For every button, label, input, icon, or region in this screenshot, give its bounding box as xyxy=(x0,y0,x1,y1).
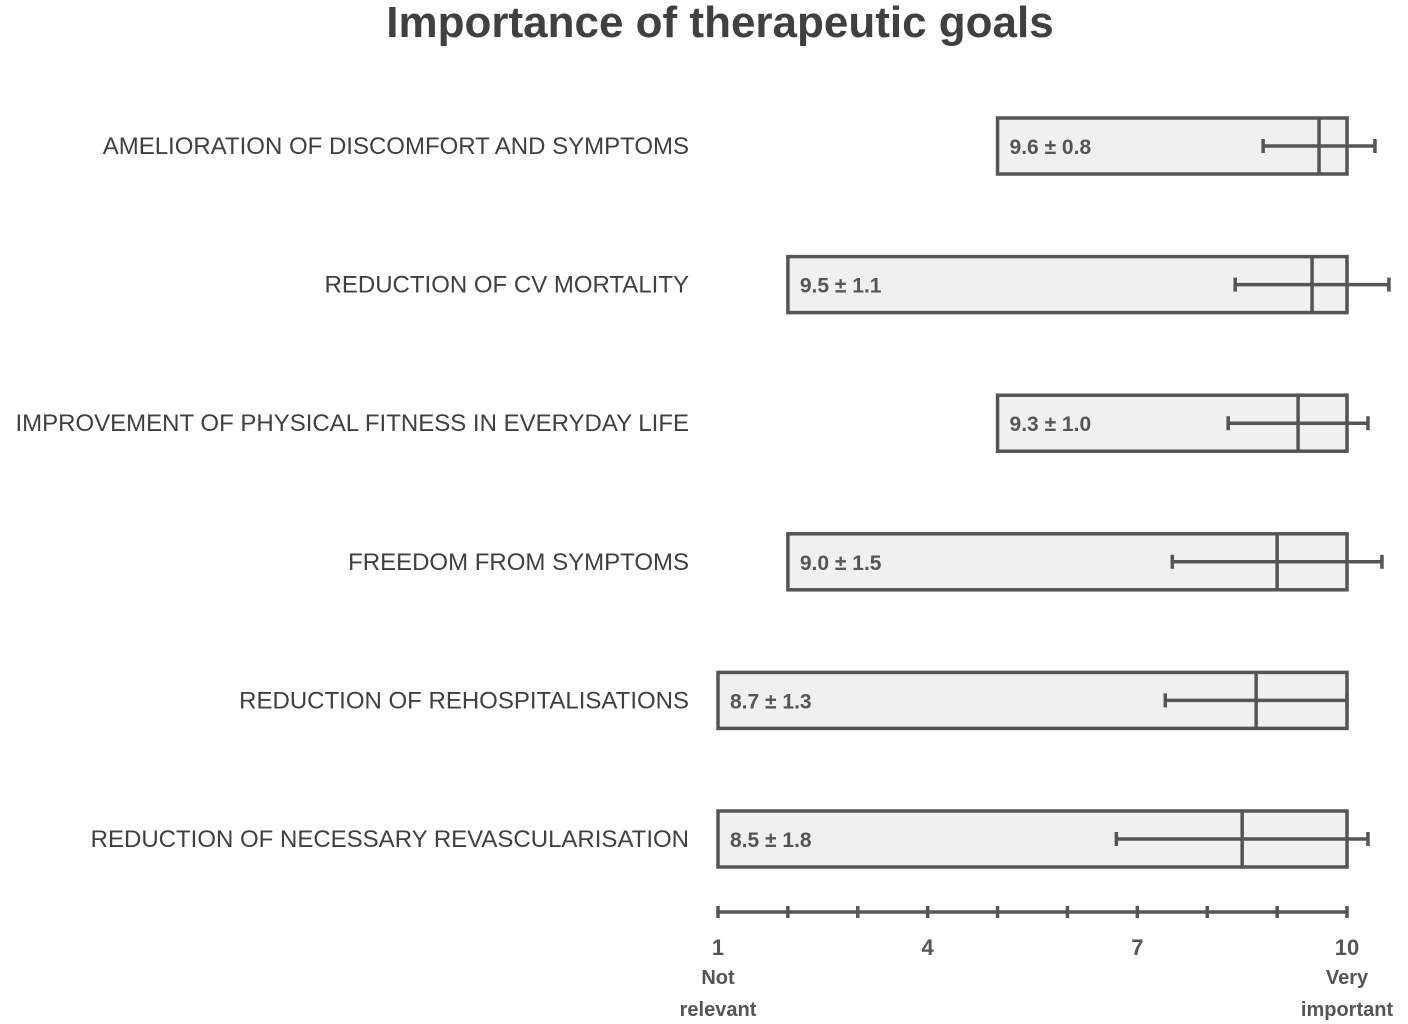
goal-row xyxy=(91,811,1368,867)
x-tick-label: 1 xyxy=(711,935,725,960)
goal-row xyxy=(325,257,1389,313)
chart-rows xyxy=(16,118,1389,867)
goal-row xyxy=(103,118,1375,174)
category-label: REDUCTION OF CV MORTALITY xyxy=(324,271,689,299)
data-label: 9.0 ± 1.5 xyxy=(799,551,882,575)
data-label: 8.7 ± 1.3 xyxy=(730,690,812,714)
data-label: 9.3 ± 1.0 xyxy=(1009,413,1092,437)
x-tick-label: 4 xyxy=(921,935,934,960)
x-tick-label: 7 xyxy=(1131,935,1144,960)
data-label: 9.6 ± 0.8 xyxy=(1009,136,1092,159)
category-label: REDUCTION OF NECESSARY REVASCULARISATION xyxy=(90,826,689,853)
data-label: 9.5 ± 1.1 xyxy=(799,274,882,298)
x-axis xyxy=(680,906,1394,1021)
x-tick-label: 10 xyxy=(1334,935,1360,960)
x-anchor-label: Not xyxy=(701,967,735,989)
goal-row xyxy=(239,672,1347,728)
goal-row xyxy=(348,534,1382,590)
data-label: 8.5 ± 1.8 xyxy=(730,829,812,852)
category-label: IMPROVEMENT OF PHYSICAL FITNESS IN EVERYDAY LIFE xyxy=(15,410,689,438)
x-anchor-label: relevant xyxy=(679,999,757,1021)
category-label: FREEDOM FROM SYMPTOMS xyxy=(348,548,689,576)
x-anchor-label: Very xyxy=(1325,967,1369,989)
x-anchor-label: important xyxy=(1300,999,1394,1021)
category-label: REDUCTION OF REHOSPITALISATIONS xyxy=(239,687,689,715)
chart-title: Importance of therapeutic goals xyxy=(386,0,1054,47)
goal-row xyxy=(16,395,1368,451)
category-label: AMELIORATION OF DISCOMFORT AND SYMPTOMS xyxy=(102,133,689,160)
